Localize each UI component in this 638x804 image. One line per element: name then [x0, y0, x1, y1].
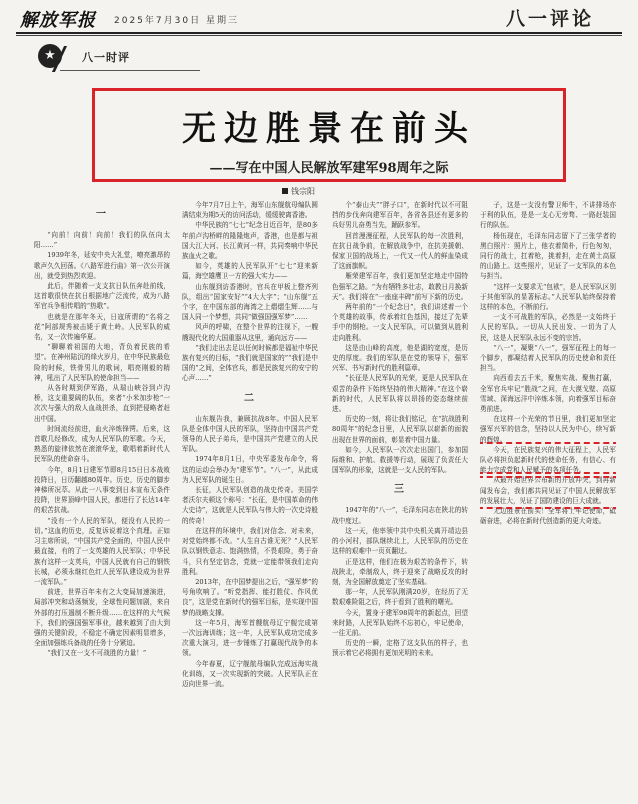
paragraph: 今天，在民族复兴的伟大征程上，人民军队必将担负起新时代的使命任务，有信心、有能力完成党和人民赋予的各项任务。: [480, 445, 616, 475]
paragraph: “我们走出去足以任何时候都是福祉中华民族有复兴的目标，“我们就是国家的”“我们是中国的”之间，全体官兵，都是民族复兴的安宁的心声……”: [182, 343, 318, 383]
paragraph: “八一”，凝聚“八一”，强军征程上的每一个脚步，都凝结着人民军队的历史使命和责任担当。: [480, 343, 616, 373]
paragraph: 两年前的“一个纪念日”，我们讲述着一个个英雄的故事，传承着红色基因，接过了先辈手中的钢枪。一支人民军队，可以做到从胜利走向胜利。: [332, 303, 468, 342]
paragraph: “没有一个人民的军队，便没有人民的一切。”这血的历史，反复诉说着这个真理。正如习主席所说，“中国共产党全面的，中国人民中最直接，有的了一支英雄的人民军队；中华民族有这样一支英兵，中国人民就有自己的钢铁长城，必须永继红色红人民军队建设成为世界一流军队。”: [34, 516, 170, 586]
author-name: 钱宗阳: [291, 187, 315, 196]
text-column-3: [332, 200, 468, 800]
paragraph: 山东舰告我，兼顾抗战8年。中国人民军队是全体中国人民的军队，坚持由中国共产党领导的人民子弟兵，是中国共产党建立的人民军队。: [182, 414, 318, 454]
paragraph: 时间流经前进，血火淬炼锋锷。后来，这首歌几经修改，成为人民军队的军歌。今天，熟悉的旋律依然在滚滚华龙，歌唱着新时代人民军队的使命奋斗。: [34, 424, 170, 464]
section-number: 二: [244, 392, 256, 404]
masthead: [18, 4, 620, 32]
paragraph: 历史的一瞬，定格了这支队伍的样子，也预示着它必将拥有更加光明的未来。: [332, 639, 468, 658]
paragraph: 风声的呼啸，在整个世界的注视下，一艘艘现代化的大国重器从这里，通向远方——: [182, 323, 318, 342]
paragraph: 正是这样，他们在极为艰苦的条件下，转战陕北，牵制敌人，终于迎来了战略反攻的时刻，为全国解放奠定了坚实基础。: [332, 557, 468, 586]
paragraph: 向西看去五千米，聚焦实战、聚焦打赢，全军官兵牢记“胜战”之问，在大漠戈壁、高原雪域、深海远洋中淬炼本领，向着强军目标奋勇前进。: [480, 374, 616, 414]
column-label: 八一时评: [82, 51, 130, 64]
paragraph: 这一天，他率领中共中央机关离开靖边县的小河村，部队继续北上，人民军队的历史在这样的艰难中一页页翻过。: [332, 526, 468, 556]
paragraph: 1947年的“八一”，毛泽东同志在陕北的转战中度过。: [332, 506, 468, 525]
text-column-2: [182, 200, 318, 800]
paragraph: 在这样一个光荣的节日里，我们更加坚定强军兴军的信念，坚持以人民为中心，续写新的辉煌。: [480, 415, 616, 444]
column-badge: [38, 44, 198, 72]
issue-date: 2025年7月30日 星期三: [114, 16, 239, 26]
paragraph: 杨伍现在，毛泽东同志留下了三张学者的黑白照片：照片上，他衣着简朴，行色匆匆，同行的战士，扛着枪，挑着担，走在黄土高原的山路上。这些照片，见证了一支军队的本色与担当。: [480, 231, 616, 281]
masthead-rule: [16, 32, 622, 34]
paragraph: 从最开始世界公布新的开放冲突，到再新闻发布会，我们都共同见证了中国人民解放军的发展壮大，见证了国防建设的巨大成就。: [480, 476, 616, 505]
paragraph: 山东舰到访香港时，官兵在甲板上整齐列队，组出“国家安好”“4大大字”；“山东舰”五个字，在中国东部的海湾之上熠熠生辉……与国人同一个梦想，共同“做强国强军梦”……: [182, 282, 318, 322]
paragraph: “聊聊着祖国的大地，背负着民族的希望”。在神州陆沉的烽火岁月，在中华民族最危险的时候，铁骨男儿的歌词，唱亮刚毅的精神，吼出了人民军队的使命担当——: [34, 343, 170, 382]
page-section-title: 八一评论: [505, 8, 594, 30]
paragraph: “这样一支要求无“包袱”，是人民军队区别于其他军队的显著标志。”人民军队始终保持着这样的本色，不断前行。: [480, 282, 616, 312]
star-icon: ★: [38, 44, 62, 68]
paragraph: 1974年8月1日，中央军委发布命令，将这的运动会举办为“建军节”。“八一”，从此成为人民军队的诞生日。: [182, 455, 318, 484]
byline-square-icon: [282, 188, 288, 194]
paragraph: 1939年冬，延安中央大礼堂，嘹亮激昂的歌声久久回荡。《八路军进行曲》第一次公开演出，就受到热烈欢迎。: [34, 251, 170, 280]
article-subtitle: ——写在中国人民解放军建军98周年之际: [209, 161, 449, 176]
paragraph: 此后，伴随着一支支抗日队伍奔赴前线，这首歌很快在抗日根据地广泛流传，成为八路军官兵争相传唱的“热歌”。: [34, 282, 170, 311]
section-number: 三: [394, 484, 406, 496]
paragraph: 从各时期到伊军路，从瑞山峡谷到卢沟桥，这支重要阔的队伍，来者“小米加步枪”一次次与强大的敌人血战拼杀，直到把侵略者赶出中国。: [34, 384, 170, 423]
paragraph: 长征，人民军队创造的战史传奇。美国学者沃尔夫顿这个称号：“长征，是中国革命的伟大史诗”，这就是人民军队与伟大的一次史诗般的传奇！: [182, 486, 318, 525]
paragraph: 那一年，人民军队刚满20岁，在经历了无数艰难险阻之后，终于看到了胜利的曙光。: [332, 588, 468, 607]
paragraph: “长征是人民军队的光荣，更是人民军队在艰苦的条件下始终坚持的伟大精神。”在这个崭新的时代，人民军队将以昂扬的姿态继续前进。: [332, 374, 468, 414]
headline-box: [92, 88, 566, 182]
paragraph: 如今，人民军队一次次走出国门，参加国际维和、护航、救援等行动，展现了负责任大国军队的形象，这就是一支人民的军队。: [332, 445, 468, 475]
paragraph: 2013年，在中国梦提出之后，“强军梦”的号角吹响了。“听党指挥、能打胜仗、作风优良”，这是党在新时代的强军目标，是实现中国梦的战略支撑。: [182, 577, 318, 617]
article-title: 无边胜景在前头: [182, 109, 476, 149]
paragraph: 在这样的环境中，我们对信念、对未来，对党始终都不改。“人生自古谁无死？”人民军队以钢铁意志、饱满热情，不畏艰险，勇于奋斗，只有坚定信念，党就一定能带领我们走向胜利。: [182, 526, 318, 576]
paragraph: “向前！向前！向前！我们的队伍向太阳……”: [34, 231, 170, 250]
paragraph: 一支不可战胜的军队，必然是一支始终于人民的军队。一切从人民出发、一切为了人民，这是人民军队永远不变的宗旨。: [480, 313, 616, 342]
paragraph: 如今，英雄的人民军队开“七七”迎来新篇，海空雄鹰卫一方的强大实力——: [182, 262, 318, 281]
paragraph: 历史的一刻，将让我们铭记，在“抗战胜利80周年”的纪念日里，人民军队以崭新的面貌出现在世界的面前，彰显着中国力量。: [332, 415, 468, 444]
paragraph: 今年7月7日上午，海军山东舰航母编队圆满结束为期5天的访问活动，缓缓驶离香港。: [182, 201, 318, 220]
paragraph: 回首漫漫征程，人民军队的每一次胜利，在抗日战争前，在解放战争中，在抗美援朝、保家卫国的战场上，一代又一代人的鲜血染成了这面旗帜。: [332, 231, 468, 271]
paragraph: 子，这是一支没有警卫师牛，不讲排场亦于利的队伍，是是一支心无旁骛、一路赶装国行的队伍。: [480, 201, 616, 230]
paragraph: 这一年5月，海军首艘航母辽宁舰完成第一次远海训练；这一年，人民军队成功完成多次重大演习，进一步锤炼了打赢现代战争的本领。: [182, 618, 318, 658]
paragraph: 今天，置身于建军98周年的新起点，回望来时路，人民军队始终不忘初心，牢记使命，一往无前。: [332, 608, 468, 637]
paragraph: 今年，8月1日建军节即8月15日日本战败投降日，日历翻越80周年。历史，历史的脚步神梯所况萃。从此一八事变到日本宣布无条件投降，世界顶峰中国人民，都进行了长达14年的艰苦抗战。: [34, 465, 170, 515]
paragraph: 今年春夏，辽宁舰航母编队完成远海实战化训练，又一次实现新的突破。人民军队正在迈向世界一流。: [182, 659, 318, 688]
paragraph: 雁荣建军百年，我们更加坚定地走中国特色强军之路。“为有牺牲多壮志，敢教日月换新天”。我们将在“一座座丰碑”前写下新的历史。: [332, 272, 468, 301]
paragraph: 个“泰山夫”“胖子口”，在新时代以不可阻挡的步伐奔向建军百年，各省各县还有更多的兵好男儿奋勇当先，踊跃参军。: [332, 201, 468, 230]
paragraph: 中华民族的“七七”纪念日近百年，是80多年前卢沟桥畔的隆隆炮声，香港，也是都与祖国大江大河、长江黄河一样，共同奏响中华民族血火之歌。: [182, 221, 318, 261]
paragraph: 前进，世界百年未有之大变局加速演进，局部冲突和动荡频发，全球性问题加剧，来自外部的打压遏制不断升级……在这样的大气候下，我们的强国强军事业，越来越到了由大到强的关键阶段，不稳定不确定因素明显增多，全面加强练兵备战的任务十分紧迫。: [34, 588, 170, 648]
paragraph: 无边胜景在前头！全军将士牢记使命，砥砺奋进，必将在新时代创造新的更大奇迹。: [480, 507, 616, 526]
paragraph: “我们又在一支不可战胜的力量！”: [47, 649, 147, 658]
newspaper-logo: 解放军报: [20, 10, 96, 31]
text-column-1: [34, 200, 170, 800]
text-column-4: [480, 200, 616, 800]
masthead-rule-thin: [16, 35, 622, 36]
byline: [282, 186, 315, 197]
badge-underline: [60, 70, 200, 71]
section-number: 一: [96, 209, 108, 220]
paragraph: 这是由山峰的高度，他是湖的宽度，是历史的厚度。我们的军队是在党的领导下，强军兴军、书写新时代的胜利篇章。: [332, 343, 468, 373]
paragraph: 也就是在那年冬天，日寇所谓的“名将之花”阿部规秀被击毙于黄土岭。人民军队的威名，又一次传遍华夏。: [34, 312, 170, 342]
